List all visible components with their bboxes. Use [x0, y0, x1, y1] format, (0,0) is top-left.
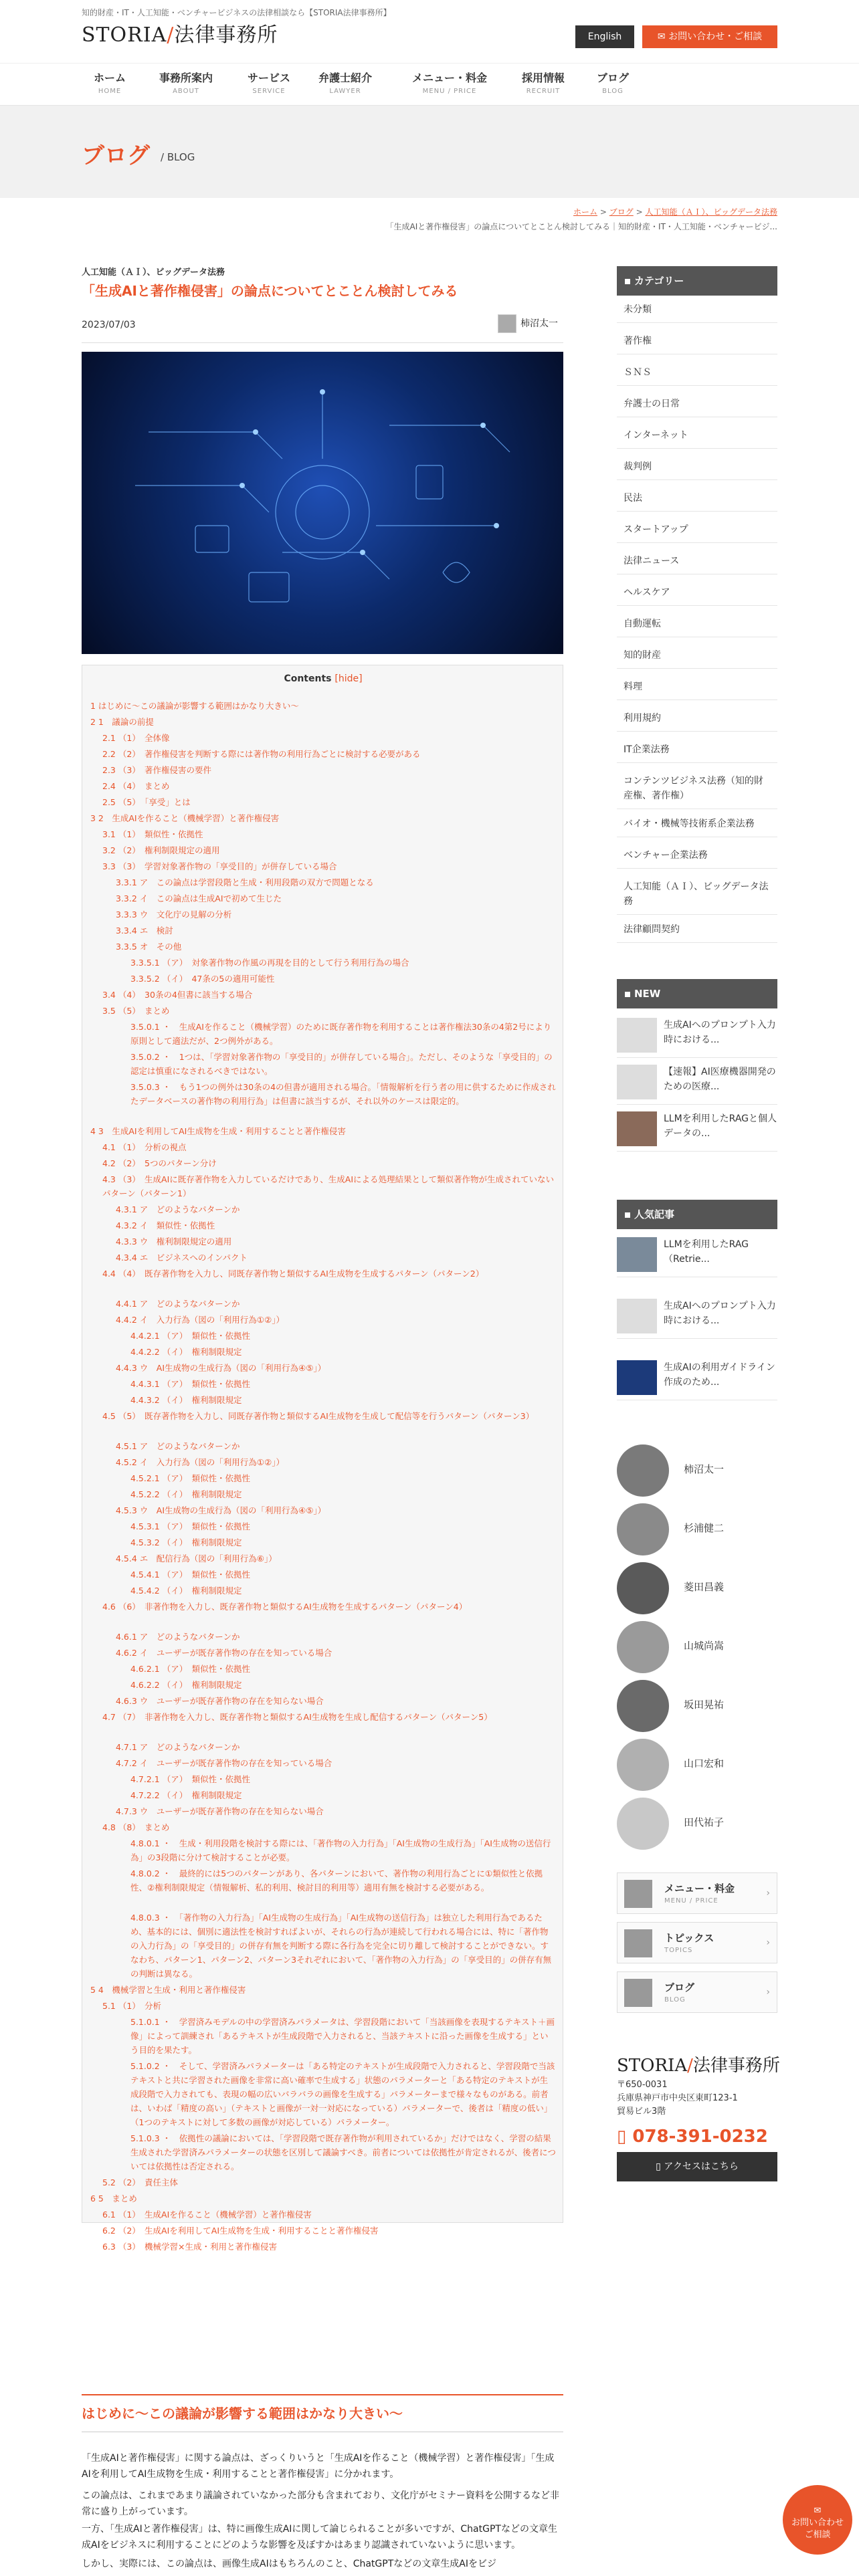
- footer-address: 〒650-0031 兵庫県神戸市中央区東町123-1 貿易ビル3階: [617, 2080, 738, 2117]
- toc-header: [82, 672, 564, 686]
- category-link[interactable]: 著作権: [617, 330, 777, 354]
- body-paragraph: この論点は、これまであまり議論されていなかった部分も含まれており、文化庁がセミナー資料を公開するなど非常に盛り上がっています。: [82, 2490, 559, 2517]
- category-link[interactable]: 裁判例: [617, 455, 777, 480]
- lawyer-photo: [617, 1444, 669, 1497]
- ai-circuit-illustration: [82, 352, 563, 654]
- logo-text: STORIA: [82, 23, 167, 47]
- floating-contact-button[interactable]: ✉ お問い合わせ ご相談: [783, 2485, 852, 2555]
- nav-about[interactable]: 事務所案内 ABOUT: [159, 72, 213, 95]
- toc-link[interactable]: 3.5 （5） まとめ: [102, 1006, 170, 1016]
- category-link[interactable]: バイオ・機械等技術系企業法務: [617, 813, 777, 837]
- category-link[interactable]: 知的財産: [617, 644, 777, 669]
- category-link[interactable]: 法律顧問契約: [617, 918, 777, 943]
- category-link[interactable]: 料理: [617, 675, 777, 700]
- author-name: 柿沼太一: [520, 318, 558, 329]
- nav-home[interactable]: ホーム HOME: [94, 72, 126, 95]
- nav-blog[interactable]: ブログ BLOG: [597, 72, 630, 95]
- toc-link[interactable]: 4.7.2.2 （イ） 権利制限規定: [130, 1790, 242, 1800]
- menu-icon: [624, 1880, 652, 1908]
- lawyer-photo: [617, 1798, 669, 1850]
- toc-link[interactable]: 2.4 （4） まとめ: [102, 781, 170, 791]
- author-avatar: [498, 314, 516, 333]
- popular-post-item[interactable]: [617, 1230, 777, 1277]
- toc-link[interactable]: 4.3 （3） 生成AIに既存著作物を入力しているだけであり、生成AIによる処理結果として類似著作物が生成されていないパターン（パターン1）: [102, 1174, 555, 1198]
- toc-link[interactable]: 6.2 （2） 生成AIを利用してAI生成物を生成・利用することと著作権侵害: [102, 2226, 379, 2236]
- lawyer-name: 杉浦健二: [684, 1522, 725, 1534]
- divider: [82, 342, 563, 343]
- toc-link[interactable]: 4.5.1 ア どのようなパターンか: [116, 1441, 240, 1451]
- toc-link[interactable]: 3.5.0.2 ・ 1つは、「学習対象著作物の「享受目的」が併存している場合」。ただし、そのような「享受目的」の認定は慎重になされるべきではない。: [130, 1052, 553, 1076]
- menu-price-banner[interactable]: メニュー・料金 MENU / PRICE ›: [617, 1872, 777, 1914]
- lawyer-item[interactable]: [617, 1444, 777, 1497]
- toc-link[interactable]: 4.6.2.2 （イ） 権利制限規定: [130, 1680, 242, 1690]
- logo-slash: /: [167, 23, 175, 47]
- category-link[interactable]: スタートアップ: [617, 518, 777, 543]
- nav-service[interactable]: サービス SERVICE: [248, 72, 291, 95]
- toc-link[interactable]: 4.4.3.2 （イ） 権利制限規定: [130, 1395, 242, 1405]
- table-of-contents: [82, 665, 563, 2252]
- toc-link[interactable]: 4.7.2.1 （ア） 類似性・依拠性: [130, 1774, 250, 1784]
- post-thumbnail: [617, 1018, 657, 1053]
- lawyer-name: 田代祐子: [684, 1816, 725, 1828]
- lawyer-item[interactable]: [617, 1621, 777, 1673]
- site-logo[interactable]: [82, 20, 278, 50]
- toc-link[interactable]: 4.4.2.2 （イ） 権利制限規定: [130, 1347, 242, 1357]
- lawyer-item[interactable]: [617, 1680, 777, 1732]
- toc-link[interactable]: 4.7.3 ウ ユーザーが既存著作物の存在を知らない場合: [116, 1806, 324, 1816]
- post-thumbnail: [617, 1299, 657, 1333]
- english-button[interactable]: English: [575, 25, 634, 48]
- toc-link[interactable]: 4.5.2.1 （ア） 類似性・依拠性: [130, 1473, 250, 1483]
- square-icon: [625, 1212, 630, 1218]
- lawyer-photo: [617, 1562, 669, 1614]
- toc-link[interactable]: 5 4 機械学習と生成・利用と著作権侵害: [90, 1985, 246, 1995]
- toc-link[interactable]: 4.8 （8） まとめ: [102, 1822, 170, 1832]
- blog-icon: [624, 1979, 652, 2007]
- category-link[interactable]: 民法: [617, 487, 777, 512]
- featured-image: [82, 352, 563, 654]
- popular-heading: 人気記事: [617, 1200, 777, 1229]
- category-link[interactable]: インターネット: [617, 424, 777, 449]
- toc-link[interactable]: 4.4.1 ア どのようなパターンか: [116, 1299, 240, 1309]
- toc-link[interactable]: 6.3 （3） 機械学習×生成・利用と著作権侵害: [102, 2242, 278, 2252]
- breadcrumb-home[interactable]: ホーム: [573, 207, 598, 217]
- toc-link[interactable]: 4.6.2.1 （ア） 類似性・依拠性: [130, 1664, 250, 1674]
- toc-link[interactable]: 3.3.5.2 （イ） 47条の5の適用可能性: [130, 974, 275, 984]
- toc-link[interactable]: 4.5.4.1 （ア） 類似性・依拠性: [130, 1570, 250, 1580]
- toc-link[interactable]: 4.6 （6） 非著作物を入力し、既存著作物と類似するAI生成物を生成するパターン（パターン4）: [102, 1602, 468, 1612]
- toc-link[interactable]: 4.7.2 イ ユーザーが既存著作物の存在を知っている場合: [116, 1758, 332, 1768]
- toc-hide-toggle[interactable]: [hide]: [335, 673, 363, 684]
- lawyer-photo: [617, 1680, 669, 1732]
- square-icon: [625, 279, 630, 284]
- main-nav: [0, 63, 859, 106]
- toc-link[interactable]: 4.5.4 エ 配信行為（図の「利用行為⑥」）: [116, 1553, 277, 1564]
- page-hero: [0, 106, 859, 198]
- post-link: 生成AIへのプロンプト入力時における...: [664, 1020, 776, 1045]
- toc-link[interactable]: 2.3 （3） 著作権侵害の要件: [102, 765, 212, 775]
- topics-banner[interactable]: トピックス TOPICS ›: [617, 1922, 777, 1963]
- contact-button[interactable]: ✉ お問い合わせ・ご相談: [642, 25, 777, 48]
- post-thumbnail: [617, 1111, 657, 1146]
- toc-link[interactable]: 4.2 （2） 5つのパターン分け: [102, 1158, 217, 1168]
- category-link[interactable]: 弁護士の日常: [617, 393, 777, 417]
- toc-link[interactable]: 5.1 （1） 分析: [102, 2001, 162, 2011]
- post-title: 「生成AIと著作権侵害」の論点についてとことん検討してみる: [82, 283, 458, 299]
- breadcrumb: [468, 206, 777, 218]
- lawyer-photo: [617, 1503, 669, 1555]
- category-link[interactable]: 人工知能（ＡＩ）、ビッグデータ法務: [617, 875, 777, 915]
- toc-link[interactable]: 2.5 （5） 「享受」とは: [102, 797, 191, 807]
- toc-link[interactable]: 4.4.3.1 （ア） 類似性・依拠性: [130, 1379, 250, 1389]
- toc-title: Contents: [284, 673, 332, 684]
- lawyer-photo: [617, 1739, 669, 1791]
- page-subtitle: / BLOG: [161, 151, 195, 163]
- lawyer-name: 菱田昌義: [684, 1581, 725, 1593]
- post-thumbnail: [617, 1360, 657, 1395]
- lawyer-photo: [617, 1621, 669, 1673]
- lawyer-name: 山口宏和: [684, 1757, 725, 1769]
- category-link[interactable]: ＳＮＳ: [617, 361, 777, 386]
- toc-link[interactable]: 4.6.1 ア どのようなパターンか: [116, 1632, 240, 1642]
- toc-link[interactable]: 3.5.0.1 ・ 生成AIを作ること（機械学習）のために既存著作物を利用することは著作権法30条の4第2号により原則として適法だが、2つ例外がある。: [130, 1022, 552, 1046]
- toc-link[interactable]: 4.3.4 エ ビジネスへのインパクト: [116, 1253, 248, 1263]
- toc-link[interactable]: 4.4.2 イ 入力行為（図の「利用行為①②」）: [116, 1315, 284, 1325]
- lawyer-name: 山城尚嵩: [684, 1640, 725, 1652]
- tagline: 知的財産・IT・人工知能・ベンチャービジネスの法律相談なら【STORIA法律事務所】: [82, 8, 391, 17]
- new-post-item[interactable]: [617, 1011, 777, 1058]
- toc-link[interactable]: 4.5 （5） 既存著作物を入力し、同既存著作物と類似するAI生成物を生成して配信等を行うパターン（パターン3）: [102, 1411, 535, 1421]
- toc-link[interactable]: 3.5.0.3 ・ もう1つの例外は30条の4の但書が適用される場合。「情報解析を行う者の用に供するために作成されたデータベースの著作物の利用行為」は但書に該当するが、それ以外のケースは限定的。: [130, 1082, 556, 1106]
- toc-link[interactable]: 4.6.2 イ ユーザーが既存著作物の存在を知っている場合: [116, 1648, 332, 1658]
- category-link[interactable]: 法律ニュース: [617, 550, 777, 574]
- toc-link[interactable]: 4.6.3 ウ ユーザーが既存著作物の存在を知らない場合: [116, 1696, 324, 1706]
- body-paragraph: 一方、「生成AIと著作権侵害」は、特に画像生成AIに関して論じられることが多いですが、ChatGPTなどの文章生成AIをビジネスに利用することにどのような影響を及ぼすかはあまり認識されていないように思います。: [82, 2524, 557, 2551]
- post-thumbnail: [617, 1065, 657, 1099]
- toc-link[interactable]: 4.5.3 ウ AI生成物の生成行為（図の「利用行為④⑤」）: [116, 1505, 326, 1515]
- toc-link[interactable]: 3.3 （3） 学習対象著作物の「享受目的」が併存している場合: [102, 861, 337, 871]
- popular-post-item[interactable]: [617, 1292, 777, 1339]
- chevron-right-icon: ›: [766, 1987, 770, 1998]
- toc-link[interactable]: 4.7 （7） 非著作物を入力し、既存著作物と類似するAI生成物を生成し配信するパターン（パターン5）: [102, 1712, 492, 1722]
- lawyer-item[interactable]: [617, 1562, 777, 1614]
- toc-link[interactable]: 4.8.0.2 ・ 最終的には5つのパターンがあり、各パターンにおいて、著作物の利用行為ごとに①類似性と依拠性、②権利制限規定（情報解析、私的利用、検討目的利用等）適用有無を検討する必要がある。: [130, 1868, 543, 1893]
- toc-link[interactable]: 5.1.0.3 ・ 依拠性の議論においては、「学習段階で既存著作物が利用されているか」だけではなく、学習の結果生成された学習済みパラメーターの状態を区別して議論すべき。前者については依拠性が肯定されるが、後者については依拠性は否定される。: [130, 2133, 556, 2171]
- toc-link[interactable]: 3.3.2 イ この論点は生成AIで初めて生じた: [116, 893, 282, 903]
- post-date: 2023/07/03: [82, 320, 136, 330]
- post-category[interactable]: 人工知能（ＡＩ）、ビッグデータ法務: [82, 267, 225, 278]
- lawyer-item[interactable]: [617, 1503, 777, 1555]
- toc-link[interactable]: 4.5.2.2 （イ） 権利制限規定: [130, 1489, 242, 1499]
- footer-logo: STORIA/法律事務所: [617, 2056, 780, 2076]
- popular-post-item[interactable]: [617, 1354, 777, 1400]
- category-link[interactable]: IT企業法務: [617, 738, 777, 763]
- lawyer-item[interactable]: [617, 1798, 777, 1850]
- lawyer-item[interactable]: [617, 1739, 777, 1791]
- toc-link[interactable]: 3.2 （2） 権利制限規定の適用: [102, 845, 220, 855]
- toc-link[interactable]: 3.3.4 エ 検討: [116, 926, 173, 936]
- category-link[interactable]: ヘルスケア: [617, 581, 777, 606]
- toc-link[interactable]: 4.8.0.3 ・ 「著作物の入力行為」「AI生成物の生成行為」「AI生成物の送信行為」は独立した利用行為であるため、基本的には、個別に適法性を検討すればよいが、それらの行為が連続して行われる場合には、特に「著作物の入力行為」の「享受目的」の併存有無を判断する際に各行為を完全に切り離して検討することができない。すなわち、パターン1、パターン2、パターン3それぞれにおいて、「著作物の入力行為」の「享受目的」の併存有無の判断は異なる。: [130, 1913, 552, 1979]
- nav-menu-price[interactable]: メニュー・料金 MENU / PRICE: [412, 72, 488, 95]
- toc-link[interactable]: 3.3.5 オ その他: [116, 942, 182, 952]
- post-link: LLMを利用したRAGと個人データの...: [664, 1113, 777, 1139]
- toc-link[interactable]: 5.1.0.1 ・ 学習済みモデルの中の学習済みパラメータは、学習段階において「当該画像を表現するテキスト＋画像」によって訓練され「あるテキストが生成段階で入力されると、当該テキストに沿った画像を生成する」という目的を果たす。: [130, 2017, 555, 2055]
- toc-link[interactable]: 6 5 まとめ: [90, 2193, 137, 2204]
- new-post-item[interactable]: [617, 1058, 777, 1105]
- phone-link[interactable]: ▯ 078-391-0232: [617, 2127, 768, 2147]
- toc-link[interactable]: 6.1 （1） 生成AIを作ること（機械学習）と著作権侵害: [102, 2210, 312, 2220]
- toc-link[interactable]: 4.3.2 イ 類似性・依拠性: [116, 1220, 215, 1230]
- breadcrumb-sep: >: [599, 207, 607, 217]
- logo-text-ja: 法律事務所: [174, 23, 278, 47]
- toc-link[interactable]: 2.2 （2） 著作権侵害を判断する際には著作物の利用行為ごとに検討する必要がある: [102, 749, 421, 759]
- toc-link[interactable]: 4.4.2.1 （ア） 類似性・依拠性: [130, 1331, 250, 1341]
- toc-link[interactable]: 4.3.1 ア どのようなパターンか: [116, 1204, 240, 1214]
- toc-link[interactable]: 1 はじめに〜この議論が影響する範囲はかなり大きい〜: [90, 701, 299, 711]
- square-icon: [625, 992, 630, 997]
- lawyer-name: 坂田晃祐: [684, 1699, 725, 1711]
- post-link: 生成AIの利用ガイドライン作成のため...: [664, 1362, 775, 1388]
- category-link[interactable]: 未分類: [617, 298, 777, 323]
- topics-icon: [624, 1929, 652, 1957]
- post-thumbnail: [617, 1237, 657, 1272]
- toc-link[interactable]: 4.5.2 イ 入力行為（図の「利用行為①②」）: [116, 1457, 284, 1467]
- category-link[interactable]: 利用規約: [617, 707, 777, 732]
- toc-link[interactable]: 4.1 （1） 分析の視点: [102, 1142, 187, 1152]
- toc-link[interactable]: 5.2 （2） 責任主体: [102, 2177, 179, 2187]
- toc-link[interactable]: 3.3.3 ウ 文化庁の見解の分析: [116, 909, 232, 920]
- breadcrumb-sep: >: [636, 207, 643, 217]
- blog-banner[interactable]: ブログ BLOG ›: [617, 1971, 777, 2013]
- toc-link[interactable]: 3 2 生成AIを作ること（機械学習）と著作権侵害: [90, 813, 280, 823]
- toc-link[interactable]: 3.1 （1） 類似性・依拠性: [102, 829, 203, 839]
- post-link: LLMを利用したRAG（Retrie...: [664, 1239, 749, 1265]
- toc-link[interactable]: 3.4 （4） 30条の4但書に該当する場合: [102, 990, 253, 1000]
- toc-link[interactable]: 4.5.4.2 （イ） 権利制限規定: [130, 1586, 242, 1596]
- mail-icon: ✉: [814, 2506, 822, 2516]
- toc-link[interactable]: 3.3.5.1 （ア） 対象著作物の作風の再現を目的として行う利用行為の場合: [130, 958, 409, 968]
- category-link[interactable]: コンテンツビジネス法務（知的財産権、著作権）: [617, 770, 777, 809]
- toc-link[interactable]: 4.4.3 ウ AI生成物の生成行為（図の「利用行為④⑤」）: [116, 1363, 326, 1373]
- toc-link[interactable]: 4.3.3 ウ 権利制限規定の適用: [116, 1237, 232, 1247]
- category-link[interactable]: ベンチャー企業法務: [617, 844, 777, 869]
- post-link: 生成AIへのプロンプト入力時における...: [664, 1301, 776, 1326]
- toc-link[interactable]: 4.5.3.2 （イ） 権利制限規定: [130, 1537, 242, 1547]
- new-heading: NEW: [617, 979, 777, 1008]
- body-paragraph: 「生成AIと著作権侵害」に関する論点は、ざっくりいうと「生成AIを作ること（機械学習）と著作権侵害」「生成AIを利用してAI生成物を生成・利用することと著作権侵害」に分かれます。: [82, 2453, 555, 2480]
- toc-link[interactable]: 2.1 （1） 全体像: [102, 733, 170, 743]
- breadcrumb-category[interactable]: 人工知能（ＡＩ）、ビッグデータ法務: [645, 207, 777, 217]
- toc-link[interactable]: 4.5.3.1 （ア） 類似性・依拠性: [130, 1521, 250, 1531]
- toc-link[interactable]: 2 1 議論の前提: [90, 717, 154, 727]
- toc-link[interactable]: 4.4 （4） 既存著作物を入力し、同既存著作物と類似するAI生成物を生成するパターン（パターン2）: [102, 1269, 484, 1279]
- lawyer-name: 柿沼太一: [684, 1463, 725, 1475]
- body-paragraph: しかし、実際には、この論点は、画像生成AIはもちろんのこと、ChatGPTなどの文章生成AIをビジ: [82, 2559, 496, 2569]
- toc-link[interactable]: 4.7.1 ア どのようなパターンか: [116, 1742, 240, 1752]
- page-title: ブログ: [82, 142, 150, 169]
- nav-recruit[interactable]: 採用情報 RECRUIT: [522, 72, 565, 95]
- post-link: 【速報】AI医療機器開発のための医療...: [664, 1067, 776, 1092]
- chevron-right-icon: ›: [766, 1888, 770, 1899]
- breadcrumb-current: 「生成AIと著作権侵害」の論点についてとことん検討してみる｜知的財産・IT・人工知能・ベンチャービジ...: [385, 222, 777, 231]
- toc-link[interactable]: 4 3 生成AIを利用してAI生成物を生成・利用することと著作権侵害: [90, 1126, 346, 1136]
- category-link[interactable]: 自動運転: [617, 613, 777, 637]
- nav-lawyer[interactable]: 弁護士紹介 LAWYER: [318, 72, 373, 95]
- toc-link[interactable]: 4.8.0.1 ・ 生成・利用段階を検討する際には、「著作物の入力行為」「AI生成物の生成行為」「AI生成物の送信行為」の3段階に分けて検討することが必要。: [130, 1838, 551, 1862]
- category-heading: カテゴリー: [617, 266, 777, 296]
- new-post-item[interactable]: [617, 1105, 777, 1152]
- section-heading: はじめに〜この議論が影響する範囲はかなり大きい〜: [82, 2394, 563, 2432]
- toc-link[interactable]: 5.1.0.2 ・ そして、学習済みパラメーターは「ある特定のテキストが生成段階で入力されると、学習段階で当該テキストと共に学習された画像を非常に高い確率で生成する」状態のパラメーターと「ある特定のテキストが生成段階で入力されても、表現の幅の広いバラバラの画像を生成する」パラメーターまで様々なものがある。前者は、いわば「精度の高い」（テキストと画像が一対一対応になっている）パラメーターで、後者は「精度の低い」（1つのテキストに対して多数の画像が対応している）パラメーター。: [130, 2061, 555, 2127]
- access-button[interactable]: ▯ アクセスはこちら: [617, 2152, 777, 2181]
- chevron-right-icon: ›: [766, 1937, 770, 1948]
- breadcrumb-blog[interactable]: ブログ: [609, 207, 634, 217]
- toc-link[interactable]: 3.3.1 ア この論点は学習段階と生成・利用段階の双方で問題となる: [116, 877, 374, 887]
